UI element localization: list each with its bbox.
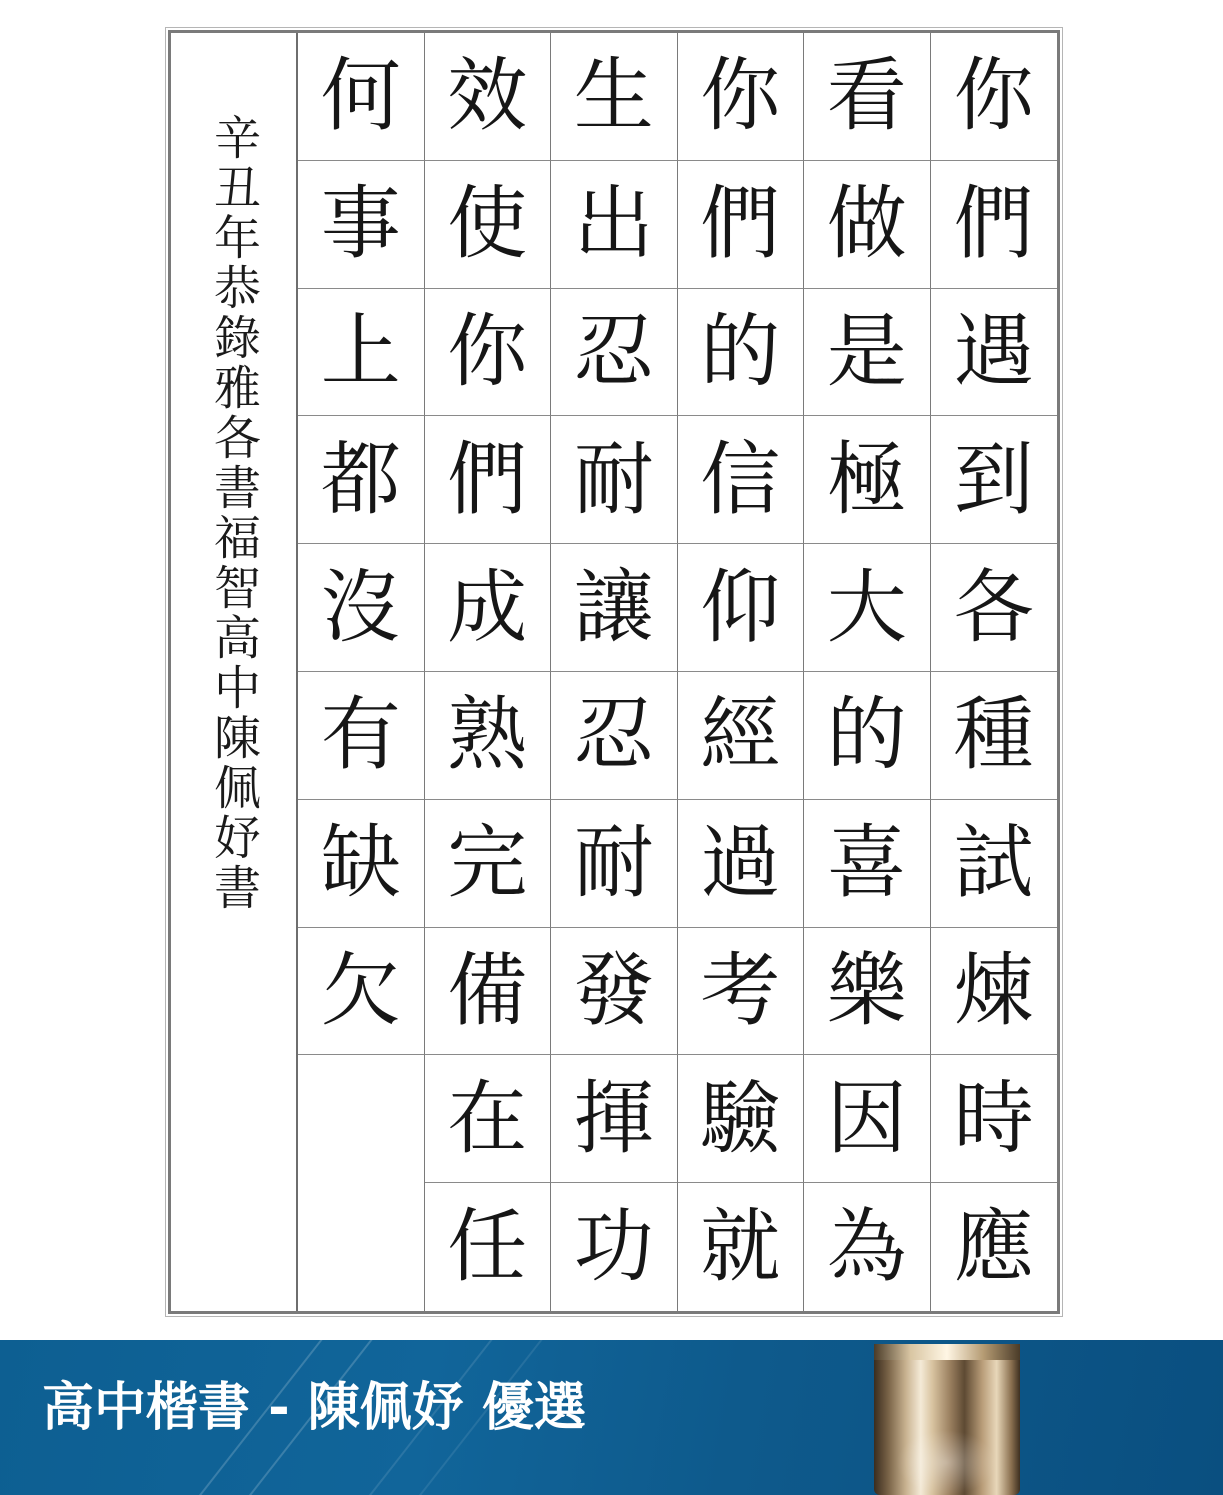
- character-cell: 效: [425, 33, 552, 161]
- character-cell: 種: [931, 672, 1058, 800]
- pen-highlight: [896, 1430, 996, 1495]
- character-cell: 在: [425, 1055, 552, 1183]
- character-cell: 出: [551, 161, 678, 289]
- character-cell: 時: [931, 1055, 1058, 1183]
- character-cell: 你: [678, 33, 805, 161]
- character-cell: 煉: [931, 928, 1058, 1056]
- character-cell: 忍: [551, 672, 678, 800]
- character-cell: 沒: [298, 544, 425, 672]
- character-grid: [298, 33, 1057, 1311]
- character-cell: 的: [804, 672, 931, 800]
- character-cell: 揮: [551, 1055, 678, 1183]
- character-cell: 使: [425, 161, 552, 289]
- character-cell: 經: [678, 672, 805, 800]
- character-cell: 上: [298, 289, 425, 417]
- character-cell: 們: [678, 161, 805, 289]
- character-cell: 欠: [298, 928, 425, 1056]
- character-cell: 試: [931, 800, 1058, 928]
- character-cell: 發: [551, 928, 678, 1056]
- character-cell: 因: [804, 1055, 931, 1183]
- character-cell: 成: [425, 544, 552, 672]
- signature-text: 辛丑年恭錄雅各書福智高中陳佩妤書: [206, 113, 261, 913]
- character-cell: 耐: [551, 800, 678, 928]
- character-cell: 耐: [551, 416, 678, 544]
- character-cell: 到: [931, 416, 1058, 544]
- character-cell: 完: [425, 800, 552, 928]
- empty-cell: [298, 1055, 425, 1183]
- character-cell: 樂: [804, 928, 931, 1056]
- character-cell: 缺: [298, 800, 425, 928]
- character-cell: 功: [551, 1183, 678, 1311]
- character-cell: 何: [298, 33, 425, 161]
- character-cell: 驗: [678, 1055, 805, 1183]
- character-cell: 事: [298, 161, 425, 289]
- caption-banner: [0, 1340, 1223, 1495]
- character-cell: 生: [551, 33, 678, 161]
- character-cell: 過: [678, 800, 805, 928]
- character-cell: 仰: [678, 544, 805, 672]
- character-cell: 是: [804, 289, 931, 417]
- character-cell: 的: [678, 289, 805, 417]
- character-cell: 喜: [804, 800, 931, 928]
- character-cell: 應: [953, 1200, 1034, 1294]
- empty-cell: [298, 1183, 425, 1311]
- character-cell: 為: [804, 1183, 931, 1311]
- character-cell: 大: [804, 544, 931, 672]
- character-cell: 備: [425, 928, 552, 1056]
- calligraphy-sheet: [168, 30, 1060, 1314]
- character-cell: 忍: [551, 289, 678, 417]
- character-cell: 各: [931, 544, 1058, 672]
- character-cell: 就: [678, 1183, 805, 1311]
- character-cell: 們: [425, 416, 552, 544]
- character-cell: 信: [678, 416, 805, 544]
- pen-band: [874, 1344, 1020, 1360]
- character-cell: 都: [298, 416, 425, 544]
- banner-title: 高中楷書 - 陳佩妤 優選: [42, 1378, 586, 1438]
- character-cell: 你: [425, 289, 552, 417]
- character-cell: 做: [804, 161, 931, 289]
- character-cell: 極: [804, 416, 931, 544]
- signature-column: [171, 33, 298, 1311]
- character-cell: 們: [931, 161, 1058, 289]
- character-cell: 看: [804, 33, 931, 161]
- character-cell: 任: [425, 1183, 552, 1311]
- character-cell: 考: [678, 928, 805, 1056]
- character-cell: 遇: [931, 289, 1058, 417]
- character-cell: 讓: [551, 544, 678, 672]
- character-cell: 熟: [425, 672, 552, 800]
- character-cell: 有: [298, 672, 425, 800]
- character-cell: 你: [931, 33, 1058, 161]
